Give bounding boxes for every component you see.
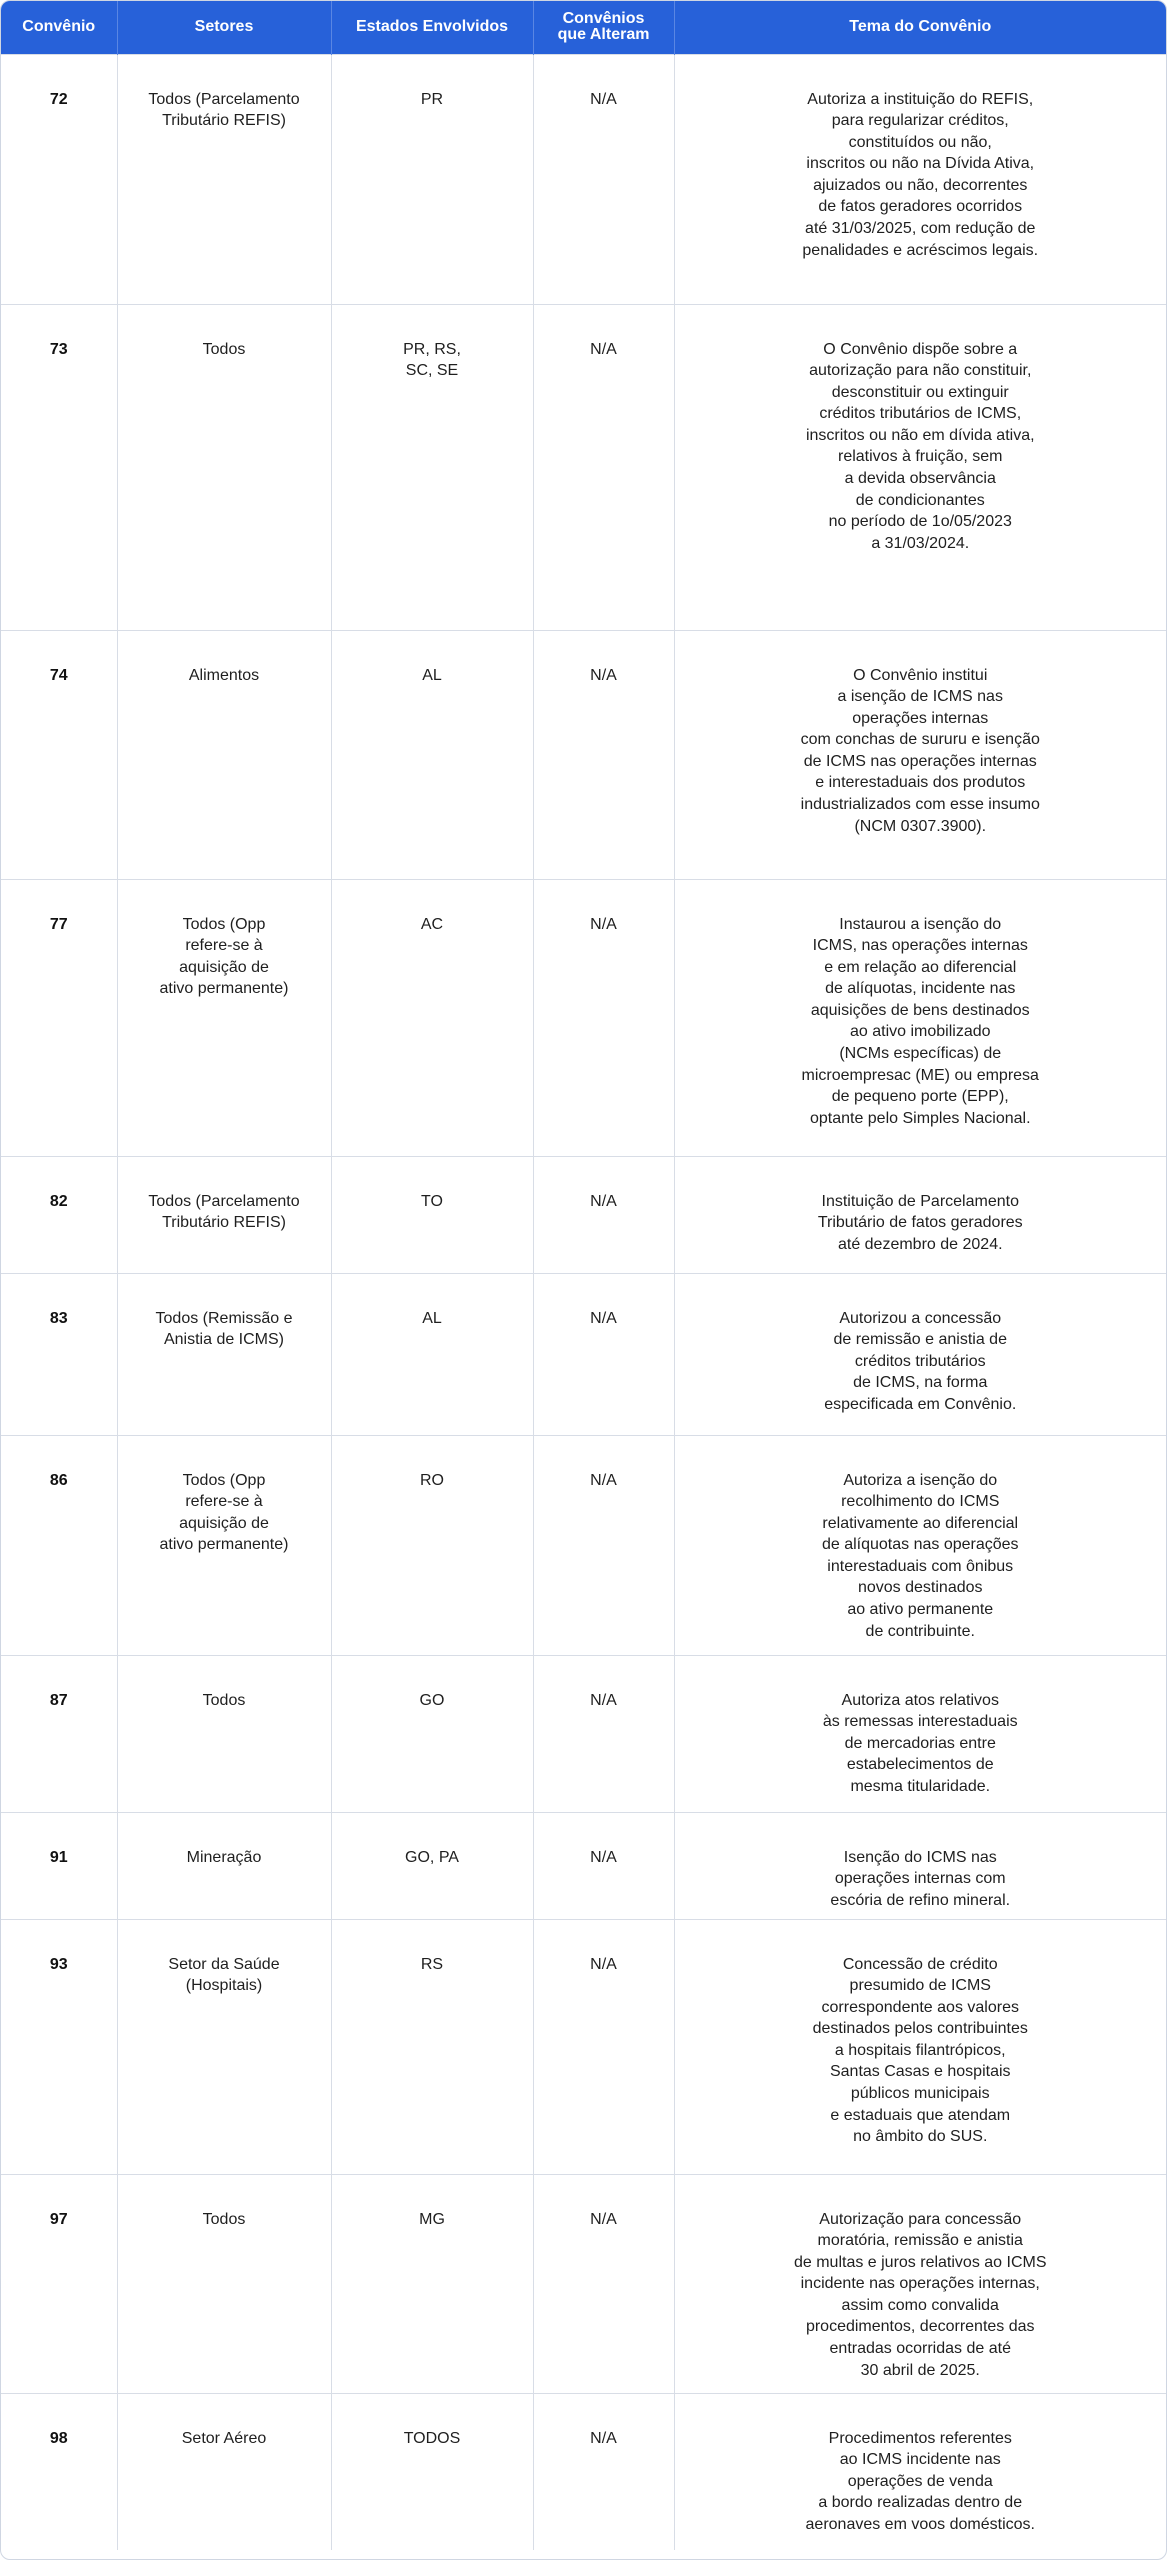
estados-cell: AL bbox=[331, 1273, 533, 1435]
setores-cell: Alimentos bbox=[117, 630, 331, 879]
convenio-number: 77 bbox=[1, 879, 117, 1156]
tema-cell: Instaurou a isenção do ICMS, nas operações internas e em relação ao diferencial de alíquotas, incidente nas aquisições de bens destinados ao ativo imobilizado (NCMs específicas) de microempresac (ME) ou empresa de pequeno porte (EPP), optante pelo Simples Nacional. bbox=[674, 879, 1166, 1156]
table-row bbox=[1, 630, 1166, 879]
tema-cell: O Convênio institui a isenção de ICMS nas operações internas com conchas de sururu e isenção de ICMS nas operações internas e interestaduais dos produtos industrializados com esse insumo (NCM 0307.3900). bbox=[674, 630, 1166, 879]
setores-cell: Todos bbox=[117, 2174, 331, 2393]
setores-cell: Todos (Opp refere-se à aquisição de ativo permanente) bbox=[117, 1435, 331, 1655]
alteram-cell: N/A bbox=[533, 1812, 674, 1919]
alteram-cell: N/A bbox=[533, 54, 674, 304]
table-header bbox=[1, 1, 1166, 54]
convenio-number: 82 bbox=[1, 1156, 117, 1273]
table-row bbox=[1, 879, 1166, 1156]
setores-cell: Todos (Parcelamento Tributário REFIS) bbox=[117, 1156, 331, 1273]
tema-cell: Autoriza a isenção do recolhimento do ICMS relativamente ao diferencial de alíquotas nas operações interestaduais com ônibus novos destinados ao ativo permanente de contribuinte. bbox=[674, 1435, 1166, 1655]
setores-cell: Setor da Saúde (Hospitais) bbox=[117, 1919, 331, 2174]
alteram-cell: N/A bbox=[533, 1156, 674, 1273]
tema-cell: Procedimentos referentes ao ICMS incidente nas operações de venda a bordo realizadas dentro de aeronaves em voos domésticos. bbox=[674, 2393, 1166, 2550]
setores-cell: Setor Aéreo bbox=[117, 2393, 331, 2550]
convenio-number: 91 bbox=[1, 1812, 117, 1919]
header-convenio: Convênio bbox=[1, 1, 117, 54]
convenio-number: 72 bbox=[1, 54, 117, 304]
tema-cell: Autorizou a concessão de remissão e anistia de créditos tributários de ICMS, na forma especificada em Convênio. bbox=[674, 1273, 1166, 1435]
alteram-cell: N/A bbox=[533, 2174, 674, 2393]
setores-cell: Todos (Parcelamento Tributário REFIS) bbox=[117, 54, 331, 304]
tema-cell: Instituição de Parcelamento Tributário de fatos geradores até dezembro de 2024. bbox=[674, 1156, 1166, 1273]
table-row bbox=[1, 2174, 1166, 2393]
convenios-table bbox=[1, 1, 1166, 2550]
tema-cell: O Convênio dispõe sobre a autorização para não constituir, desconstituir ou extinguir créditos tributários de ICMS, inscritos ou não em dívida ativa, relativos à fruição, sem a devida observância de condicionantes no período de 1o/05/2023 a 31/03/2024. bbox=[674, 304, 1166, 630]
alteram-cell: N/A bbox=[533, 1435, 674, 1655]
estados-cell: TODOS bbox=[331, 2393, 533, 2550]
estados-cell: GO bbox=[331, 1655, 533, 1812]
table-row bbox=[1, 304, 1166, 630]
table-row bbox=[1, 1273, 1166, 1435]
estados-cell: GO, PA bbox=[331, 1812, 533, 1919]
estados-cell: PR bbox=[331, 54, 533, 304]
convenio-number: 98 bbox=[1, 2393, 117, 2550]
header-setores: Setores bbox=[117, 1, 331, 54]
setores-cell: Todos bbox=[117, 304, 331, 630]
estados-cell: PR, RS, SC, SE bbox=[331, 304, 533, 630]
alteram-cell: N/A bbox=[533, 304, 674, 630]
estados-cell: MG bbox=[331, 2174, 533, 2393]
table-row bbox=[1, 1655, 1166, 1812]
convenio-number: 74 bbox=[1, 630, 117, 879]
convenio-number: 73 bbox=[1, 304, 117, 630]
table-row bbox=[1, 2393, 1166, 2550]
convenio-number: 83 bbox=[1, 1273, 117, 1435]
setores-cell: Mineração bbox=[117, 1812, 331, 1919]
table-row bbox=[1, 1435, 1166, 1655]
convenio-number: 86 bbox=[1, 1435, 117, 1655]
convenio-number: 97 bbox=[1, 2174, 117, 2393]
estados-cell: RS bbox=[331, 1919, 533, 2174]
alteram-cell: N/A bbox=[533, 879, 674, 1156]
tema-cell: Concessão de crédito presumido de ICMS correspondente aos valores destinados pelos contribuintes a hospitais filantrópicos, Santas Casas e hospitais públicos municipais e estaduais que atendam no âmbito do SUS. bbox=[674, 1919, 1166, 2174]
header-row bbox=[1, 1, 1166, 54]
alteram-cell: N/A bbox=[533, 1919, 674, 2174]
alteram-cell: N/A bbox=[533, 630, 674, 879]
estados-cell: RO bbox=[331, 1435, 533, 1655]
alteram-cell: N/A bbox=[533, 1655, 674, 1812]
estados-cell: AL bbox=[331, 630, 533, 879]
estados-cell: AC bbox=[331, 879, 533, 1156]
alteram-cell: N/A bbox=[533, 1273, 674, 1435]
convenio-number: 87 bbox=[1, 1655, 117, 1812]
tema-cell: Autoriza a instituição do REFIS, para regularizar créditos, constituídos ou não, inscritos ou não na Dívida Ativa, ajuizados ou não, decorrentes de fatos geradores ocorridos até 31/03/2025, com redução de penalidades e acréscimos legais. bbox=[674, 54, 1166, 304]
table-row bbox=[1, 1919, 1166, 2174]
setores-cell: Todos bbox=[117, 1655, 331, 1812]
header-tema: Tema do Convênio bbox=[674, 1, 1166, 54]
header-estados: Estados Envolvidos bbox=[331, 1, 533, 54]
table-row bbox=[1, 54, 1166, 304]
table-row bbox=[1, 1812, 1166, 1919]
setores-cell: Todos (Remissão e Anistia de ICMS) bbox=[117, 1273, 331, 1435]
tema-cell: Autoriza atos relativos às remessas interestaduais de mercadorias entre estabelecimentos de mesma titularidade. bbox=[674, 1655, 1166, 1812]
setores-cell: Todos (Opp refere-se à aquisição de ativo permanente) bbox=[117, 879, 331, 1156]
table-body bbox=[1, 54, 1166, 2550]
table-row bbox=[1, 1156, 1166, 1273]
estados-cell: TO bbox=[331, 1156, 533, 1273]
header-alteram: Convênios que Alteram bbox=[533, 1, 674, 54]
tema-cell: Autorização para concessão moratória, remissão e anistia de multas e juros relativos ao ICMS incidente nas operações internas, assim como convalida procedimentos, decorrentes das entradas ocorridas de até 30 abril de 2025. bbox=[674, 2174, 1166, 2393]
alteram-cell: N/A bbox=[533, 2393, 674, 2550]
convenio-number: 93 bbox=[1, 1919, 117, 2174]
tema-cell: Isenção do ICMS nas operações internas com escória de refino mineral. bbox=[674, 1812, 1166, 1919]
